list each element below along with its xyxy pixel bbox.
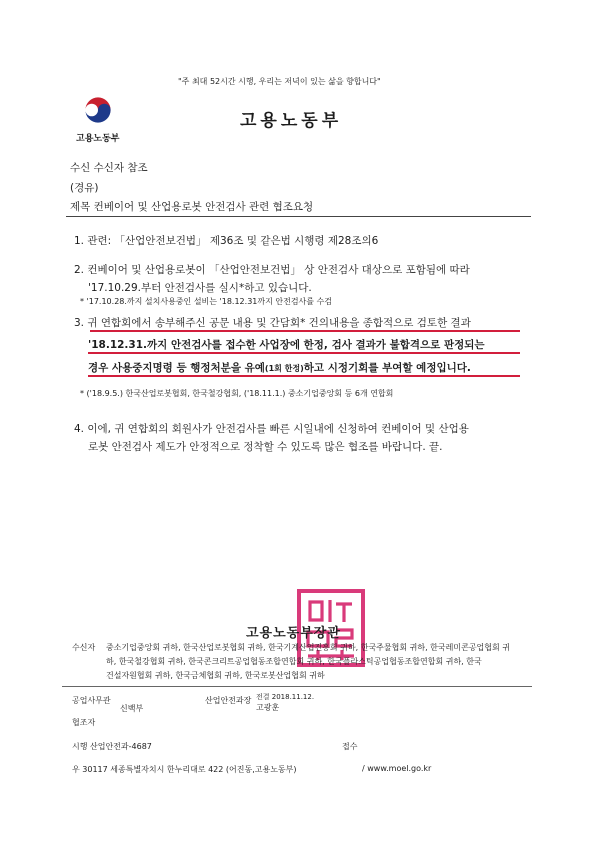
item-1: 1. 관련: 「산업안전보건법」 제36조 및 같은법 시행령 제28조의6: [74, 235, 379, 247]
item-3-line-c-part2: (1회 한정): [264, 364, 304, 373]
recipients-line-2: 하, 한국철강협회 귀하, 한국콘크리트공업협동조합연합회 귀하, 한국플라스틱공업협동조합연합회 귀하, 한국: [106, 657, 482, 666]
recipients-line-3: 건설자원협회 귀하, 한국금체협회 귀하, 한국로봇산업협회 귀하: [106, 671, 325, 680]
item-3-underline-c: [88, 375, 520, 377]
item-2-line-a: 2. 컨베이어 및 산업용로봇이 「산업안전보건법」 상 안전검사 대상으로 포함됨에 따라: [74, 264, 470, 276]
footer-address: 우 30117 세종특별자치시 한누리대로 422 (어진동,고용노동부): [72, 765, 297, 774]
footer-name-1: 신백부: [120, 704, 144, 713]
item-4-line-a: 4. 이에, 귀 연합회의 회원사가 안전검사를 빠른 시일내에 신청하여 컨베이어 및 산업용: [74, 423, 469, 435]
recipient-line: 수신 수신자 참조: [70, 162, 148, 174]
ministry-title: 고용노동부: [240, 111, 343, 131]
subject-divider: [66, 216, 531, 217]
logo-text: 고용노동부: [76, 134, 120, 144]
item-3-underline-a: [90, 330, 520, 332]
footer-role-2: 산업안전과장: [205, 696, 252, 705]
subject-line: 제목 컨베이어 및 산업용로봇 안전검사 관련 협조요청: [70, 201, 314, 213]
footer-receipt: 접수: [342, 742, 358, 751]
recipients-line-1: 중소기업중앙회 귀하, 한국산업로봇협회 귀하, 한국기계산업진흥회 귀하, 한국주물협회 귀하, 한국레미콘공업협회 귀: [106, 643, 510, 652]
via-line: (경유): [70, 182, 99, 194]
government-logo: [80, 92, 116, 128]
item-3-line-b: '18.12.31.까지 안전검사를 접수한 사업장에 한정, 검사 결과가 불합격으로 판정되는: [88, 339, 485, 351]
item-3-line-c-part3: 하고 시정기회를 부여할 예정입니다.: [303, 362, 471, 374]
item-3-note: * ('18.9.5.) 한국산업로봇협회, 한국철강협회, ('18.11.1.) 중소기업중앙회 등 6개 연합회: [80, 389, 394, 398]
item-4-line-b: 로봇 안전검사 제도가 안정적으로 정착할 수 있도록 많은 협조를 바랍니다. 끝.: [88, 441, 443, 453]
footer-website: / www.moel.go.kr: [362, 764, 432, 773]
item-3-line-a: 3. 귀 연합회에서 송부해주신 공문 내용 및 간담회* 건의내용을 종합적으로 검토한 결과: [74, 317, 471, 329]
item-3-line-c: [88, 360, 471, 375]
item-3-underline-b: [88, 352, 520, 354]
footer-divider: [62, 686, 532, 687]
footer-name-2: 고광훈: [256, 703, 280, 712]
footer-doc-number: 시행 산업안전과-4687: [72, 742, 152, 751]
item-2-note: * '17.10.28.까지 설치사용중인 설비는 '18.12.31까지 안전검사를 수검: [80, 297, 333, 306]
item-3-line-c-part1: 경우 사용중지명령 등 행정처분을 유예: [88, 362, 265, 374]
item-2-line-b: '17.10.29.부터 안전검사를 실시*하고 있습니다.: [88, 282, 312, 294]
slogan: "주 최대 52시간 시행, 우리는 저녁이 있는 삶을 향합니다": [178, 77, 381, 86]
recipients-label: 수신자: [72, 643, 96, 652]
taegeuk-icon: [80, 92, 116, 128]
footer-role-1: 공업사무관: [72, 696, 111, 705]
sender-title: 고용노동부장관: [246, 626, 341, 641]
footer-cooperator: 협조자: [72, 718, 96, 727]
footer-date: 전결 2018.11.12.: [256, 693, 315, 701]
